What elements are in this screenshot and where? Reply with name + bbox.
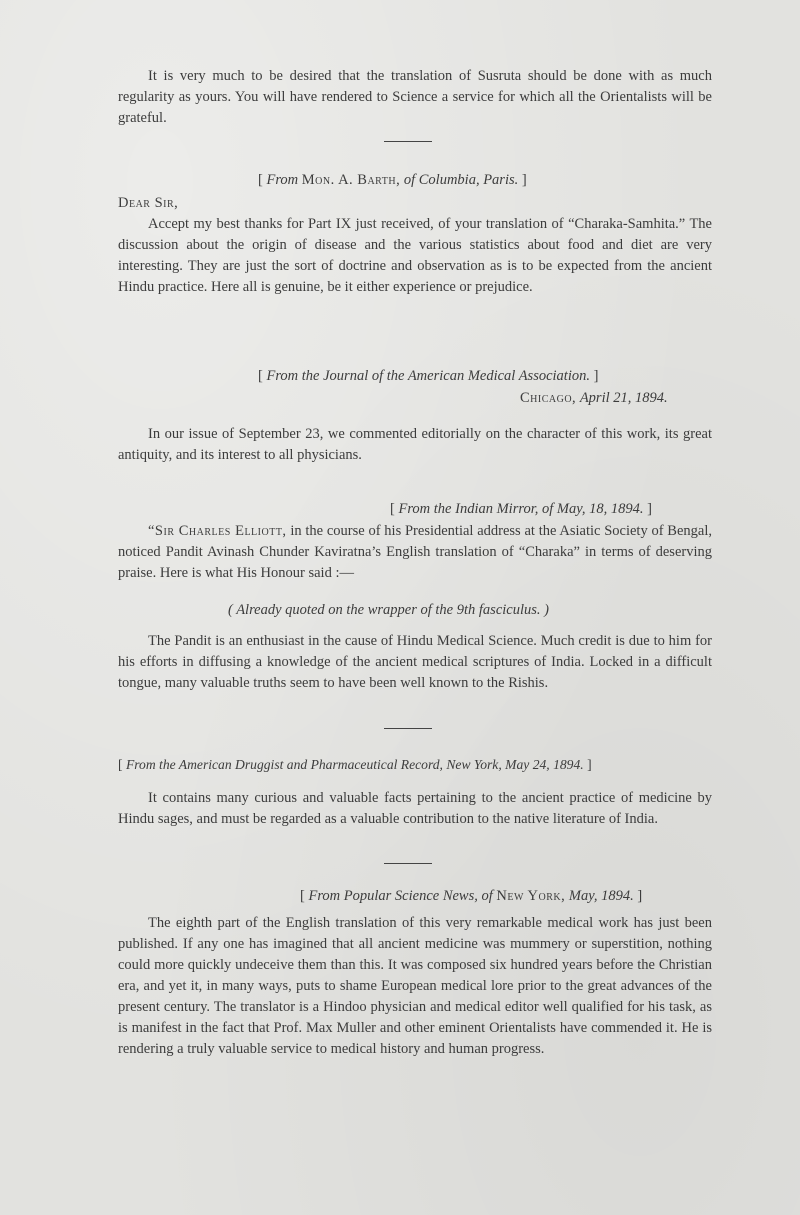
druggist-paragraph: It contains many curious and valuable facts pertaining to the ancient practice of medicine by Hindu sages, and must be regarded as a valuable contribution to the native literature of India. xyxy=(118,790,712,827)
section-divider xyxy=(384,863,432,864)
mirror-lead-name: “Sir Charles Elliott, xyxy=(148,523,287,539)
jama-paragraph: In our issue of September 23, we commented editorially on the character of this work, its great antiquity, and its interest to all physicians. xyxy=(118,426,712,463)
mirror-quote-paragraph: The Pandit is an enthusiast in the cause of Hindu Medical Science. Much credit is due to him for his efforts in diffusing a knowledge of the ancient medical scriptures of India. Locked in a difficult tongue, many valuable truths seem to have been well known to the Rishis. xyxy=(118,633,712,691)
source-attribution-barth: [ From Mon. A. Barth, of Columbia, Paris. ] xyxy=(258,172,527,188)
popular-paragraph: The eighth part of the English translation of this very remarkable medical work has just been published. If any one has imagined that all ancient medicine was mummery or superstition, nothing could more quickly undeceive them than this. It was composed six hundred years before the Christian era, and yet it, in many ways, puts to shame European medical lore prior to the great advances of the present century. The translator is a Hindoo physician and medical editor well qualified for his task, as is manifest in the fact that Prof. Max Muller and other eminent Orientalists have commended it. He is rendering a truly valuable service to medical history and human progress. xyxy=(118,915,712,1057)
mirror-body: in the course of his Presidential address at the Asiatic Society of Bengal, noticed Pandit Avinash Chunder Kaviratna’s English translation of “Charaka” in terms of deserving praise. Here is what His Honour said :— xyxy=(118,523,713,581)
mirror-paragraph xyxy=(118,521,712,584)
salutation: Dear Sir, xyxy=(118,195,179,211)
source-attribution-jama: [ From the Journal of the American Medical Association. ] xyxy=(258,368,599,384)
source-dateline-jama: Chicago, April 21, 1894. xyxy=(520,390,668,406)
source-attribution-popular: [ From Popular Science News, of New York, May, 1894. ] xyxy=(300,888,643,904)
barth-paragraph: Accept my best thanks for Part IX just received, of your translation of “Charaka-Samhita.” The discussion about the origin of disease and the various statistics about food and diet are very interesting. They are just the sort of doctrine and observation as is to be expected from the ancient Hindu practice. Here all is genuine, be it either experience or prejudice. xyxy=(118,216,712,295)
editorial-note: ( Already quoted on the wrapper of the 9th fasciculus. ) xyxy=(228,602,549,618)
source-attribution-druggist: [ From the American Druggist and Pharmaceutical Record, New York, May 24, 1894. ] xyxy=(118,757,592,772)
section-divider xyxy=(384,141,432,142)
source-attribution-mirror: [ From the Indian Mirror, of May, 18, 1894. ] xyxy=(390,501,652,517)
section-divider xyxy=(384,728,432,729)
intro-paragraph: It is very much to be desired that the translation of Susruta should be done with as much regularity as yours. You will have rendered to Science a service for which all the Orientalists will be grateful. xyxy=(118,68,712,126)
